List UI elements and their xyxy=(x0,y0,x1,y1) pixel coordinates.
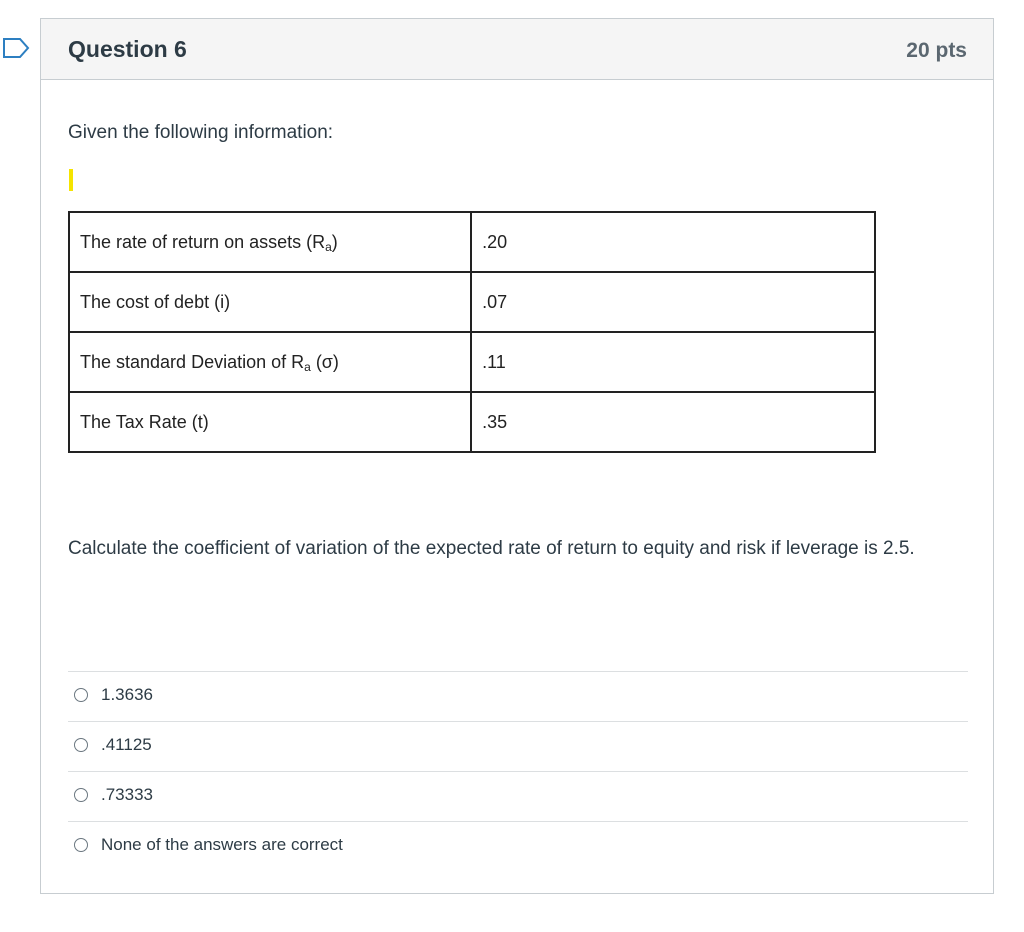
radio-empty-icon[interactable] xyxy=(74,838,88,852)
table-row xyxy=(69,212,875,272)
answer-option[interactable] xyxy=(68,771,968,821)
answer-label[interactable]: .73333 xyxy=(101,785,153,804)
table-cell-label: The cost of debt (i) xyxy=(69,272,471,332)
radio-empty-icon[interactable] xyxy=(74,688,88,702)
table-cell-value: .07 xyxy=(471,272,875,332)
table-row xyxy=(69,272,875,332)
answer-option[interactable] xyxy=(68,671,968,721)
bookmark-flag-icon[interactable] xyxy=(2,37,30,59)
answer-list xyxy=(68,671,968,871)
table-cell-label: The Tax Rate (t) xyxy=(69,392,471,452)
answer-option[interactable] xyxy=(68,821,968,871)
table-cell-value: .11 xyxy=(471,332,875,392)
table-cell-value: .35 xyxy=(471,392,875,452)
table-cell-label: The standard Deviation of $R_a$ (σ) xyxy=(69,332,471,392)
question-card xyxy=(40,18,994,894)
table-row xyxy=(69,332,875,392)
table-cell-label: The rate of return on assets $(R_a)$ xyxy=(69,212,471,272)
radio-empty-icon[interactable] xyxy=(74,788,88,802)
table-row xyxy=(69,392,875,452)
answer-label[interactable]: .41125 xyxy=(101,735,152,754)
answer-option[interactable] xyxy=(68,721,968,771)
info-table xyxy=(68,211,876,453)
answer-label[interactable]: 1.3636 xyxy=(101,685,153,704)
text-highlight-mark xyxy=(69,169,73,191)
answer-label[interactable]: None of the answers are correct xyxy=(101,835,343,854)
question-intro: Given the following information: xyxy=(68,122,334,143)
question-points: 20 pts xyxy=(906,39,967,62)
radio-empty-icon[interactable] xyxy=(74,738,88,752)
question-prompt: Calculate the coefficient of variation of the expected rate of return to equity and risk if leverage is 2.5. xyxy=(68,538,915,559)
question-title: Question 6 xyxy=(68,36,187,62)
question-header xyxy=(41,19,993,80)
table-cell-value: .20 xyxy=(471,212,875,272)
